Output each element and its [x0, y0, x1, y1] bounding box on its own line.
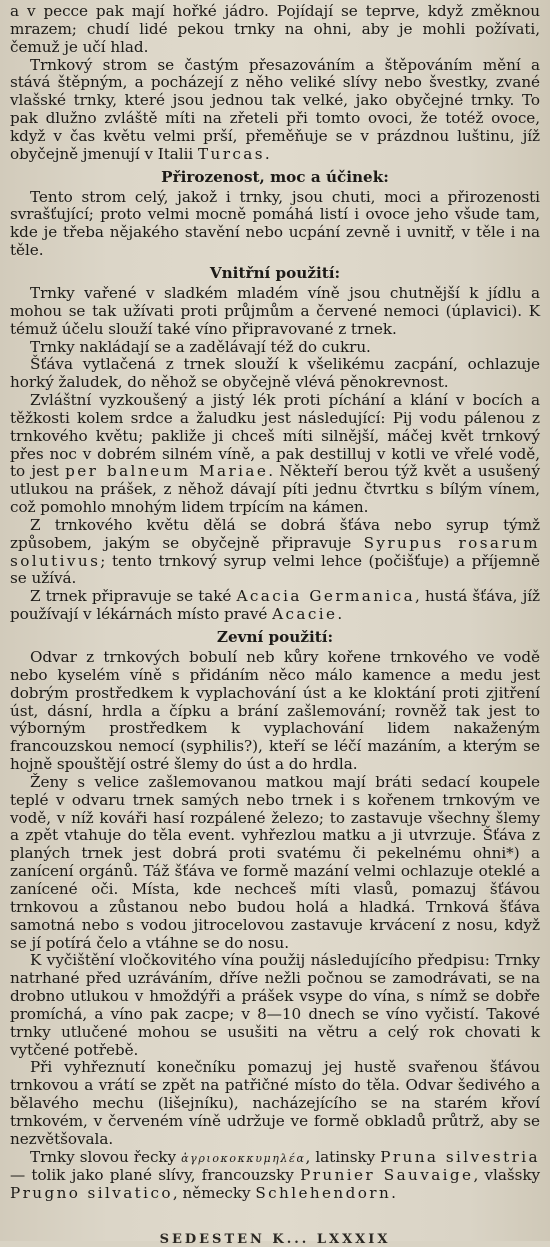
paragraph-text: ; tento trnkový syrup velmi lehce (počišťuje) a příjemně se užívá.	[10, 551, 540, 588]
spaced-term: Pruna silvestria	[380, 1147, 540, 1166]
paragraph	[10, 189, 540, 260]
paragraph-text: Při vyhřeznutí konečníku pomazuj jej hustě svařenou šťávou trnkovou a vrátí se zpět na patřičné místo do těla. Odvar šedivého a bělavého mechu (lišejníku), nacházejícího se na starém křoví trnkovém, v červeném víně udržuje ve formě obkladů průtrž, aby se nezvětšovala.	[10, 1058, 540, 1148]
spaced-term: Prunier Sauvaige	[300, 1166, 474, 1185]
paragraph	[10, 339, 540, 357]
spaced-term: per balneum Mariae	[65, 462, 269, 481]
paragraph-text: Zvláštní vyzkoušený a jistý lék proti píchání a klání v bocích a těžkosti kolem srdce a žaludku jest následující: Pij vodu pálenou z trnkového květu; pakliže ji chceš míti silnější, máčej květ trnkový přes noc v dobrém silném víně, a pak destilluj v kotli ve vřelé vodě, to jest	[10, 391, 540, 481]
paragraph-text: Trnky slovou řecky	[30, 1147, 177, 1166]
paragraph-text: .	[391, 1184, 396, 1203]
paragraph-text: a v pecce pak mají hořké jádro. Pojídají se teprve, když změknou mrazem; chudí lidé pekou trnky na ohni, aby je mohli požívati, čemuž je učí hlad.	[10, 2, 540, 56]
section-heading: Přirozenost, moc a účinek:	[161, 167, 389, 186]
paragraph-text: , německy	[172, 1184, 251, 1203]
paragraph	[10, 3, 540, 57]
paragraph	[10, 392, 540, 517]
paragraph-text: . Někteří berou týž květ a usušený utlukou na prášek, z něhož dávají píti jednu čtvrtku s bílým vínem, což pomohlo mnohým lidem trpícím na kámen.	[10, 462, 541, 517]
section-heading: Zevní použití:	[216, 628, 334, 646]
spaced-term: Turcas	[197, 144, 265, 163]
paragraph	[10, 774, 540, 952]
paragraph-text: , latinsky	[305, 1147, 376, 1166]
paragraph-text: Z trnkového květu dělá se dobrá šťáva nebo syrup týmž způsobem, jakým se obyčejně připravuje	[10, 515, 540, 552]
paragraph-text: Trnkový strom se častým přesazováním a štěpováním mění a stává štěpným, a pocházejí z něho veliké slívy nebo švestky, zvané vlašské trnky, které jsou jednou tak velké, jako obyčejné trnky. To pak dlužno zvláště míti na zřeteli při tomto ovoci, že totéž ovoce, když v čas květu velmi prší, přeměňuje se v prázdnou luštinu, jíž obyčejně jmenují v Italii	[10, 55, 540, 163]
paragraph-text: Trnky vařené v sladkém mladém víně jsou chutnější k jídlu a mohou se tak užívati proti průjmům a červené nemoci (úplavici). K témuž účelu slouží také víno připravované z trnek.	[10, 283, 540, 338]
paragraph	[10, 517, 540, 588]
paragraph	[10, 649, 540, 774]
spaced-term: Syrupus rosarum solutivus	[10, 533, 540, 570]
paragraph-text: K vyčištění vločkovitého vína použij následujícího předpisu: Trnky natrhané před uzráváním, dříve nežli počnou se zamodrávati, se na drobno utlukou v hmoždýři a prášek vsype do vína, s nímž se dobře promíchá, a víno pak zacpe; v 8—10 dnech se víno vyčistí. Takové trnky utlučené mohou se usušiti na větru a celý rok chovati k vytčené potřebě.	[10, 951, 540, 1059]
greek-term: ἀγριοκοκκυμηλέα	[181, 1151, 306, 1165]
paragraph-text: Ženy s velice zašlemovanou matkou mají bráti sedací koupele teplé v odvaru trnek samých nebo trnek i s kořenem trnkovým ve vodě, v níž kováři hasí rozpálené železo; to zastavuje všechny šlemy a zpět vtahuje do těla event. vyhřezlou matku a ji utvrzuje. Šťáva z planých trnek jest dobrá proti svatému či pekelnému ohni*) a zanícení orgánů. Táž šťáva ve formě mazání velmi ochlazuje oteklé a zanícené oči. Místa, kde nechceš míti vlasů, pomazuj šťávou trnkovou a zůstanou nebo budou holá a hladká. Trnková šťáva samotná nebo s vodou jitrocelovou zastavuje krvácení z nosu, když se jí potírá čelo a vtáhne se do nosu.	[10, 772, 540, 952]
page-footer: SEDESTEN K... LXXXIX	[159, 1232, 391, 1247]
paragraph	[10, 285, 540, 339]
spaced-term: Prugno silvatico	[10, 1184, 173, 1203]
paragraph-text: Odvar z trnkových bobulí neb kůry kořene trnkového ve vodě nebo kyselém víně s přidáním něco málo kamence a medu jest dobrým prostředkem k vyplachování úst a ke kloktání proti zjitření úst, dásní, hrdla a čípku a brání zašlemování; rovněž tak jest to výborným prostředkem k vyplachování lidem nakaženým francouzskou nemocí (syphilis?), kteří se léčí mazáním, a kterým se hojně spouštějí ostré šlemy do úst a do hrdla.	[10, 648, 540, 774]
paragraph-text: Šťáva vytlačená z trnek slouží k všelikému zacpání, ochlazuje horký žaludek, do něhož se obyčejně vlévá pěnokrevnost.	[10, 355, 540, 392]
paragraph	[10, 952, 540, 1059]
spaced-term: Acacie	[272, 605, 338, 624]
spaced-term: Acacia Germanica	[236, 587, 416, 606]
paragraph-text: , vlašsky	[473, 1166, 541, 1185]
paragraph-text: Tento strom celý, jakož i trnky, jsou chuti, moci a přirozenosti svrašťující; proto velmi mocně pomáhá listí i ovoce jeho všude tam, kde je třeba nějakého stavění nebo ucpání zevně i uvnitř, v těle i na těle.	[10, 187, 540, 260]
section-heading: Vnitřní použití:	[209, 263, 341, 282]
paragraph-text: Trnky nakládají se a zadělávají též do cukru.	[30, 337, 371, 356]
paragraph: Trnkový strom se častým přesazováním a štěpováním mění a stává štěpným, a pocházejí z něho veliké slívy nebo švestky, zvané vlašské trnky, které jsou jednou tak velké, jako obyčejné trnky. To pak dlužno zvláště míti na zřeteli při tomto ovoci, že totéž ovoce, když v čas květu velmi prší, přeměňuje se v prázdnou luštinu, jíž obyčejně jmenují v Italii Turcas.	[10, 55, 540, 163]
paragraph-text: , hustá šťáva, jíž používají v lékárnách místo pravé	[10, 587, 540, 624]
paragraph	[10, 356, 540, 392]
paragraph-text: — tolik jako plané slívy, francouzsky	[10, 1166, 294, 1185]
paragraph	[10, 1059, 540, 1148]
paragraph-text: Z trnek připravuje se také	[30, 587, 232, 606]
paragraph	[10, 1149, 540, 1204]
paragraph: Z trnek připravuje se také Acacia Germanica, hustá šťáva, jíž používají v lékárnách místo pravé Acacie.	[10, 587, 540, 624]
spaced-term: Schlehendorn	[255, 1184, 392, 1203]
